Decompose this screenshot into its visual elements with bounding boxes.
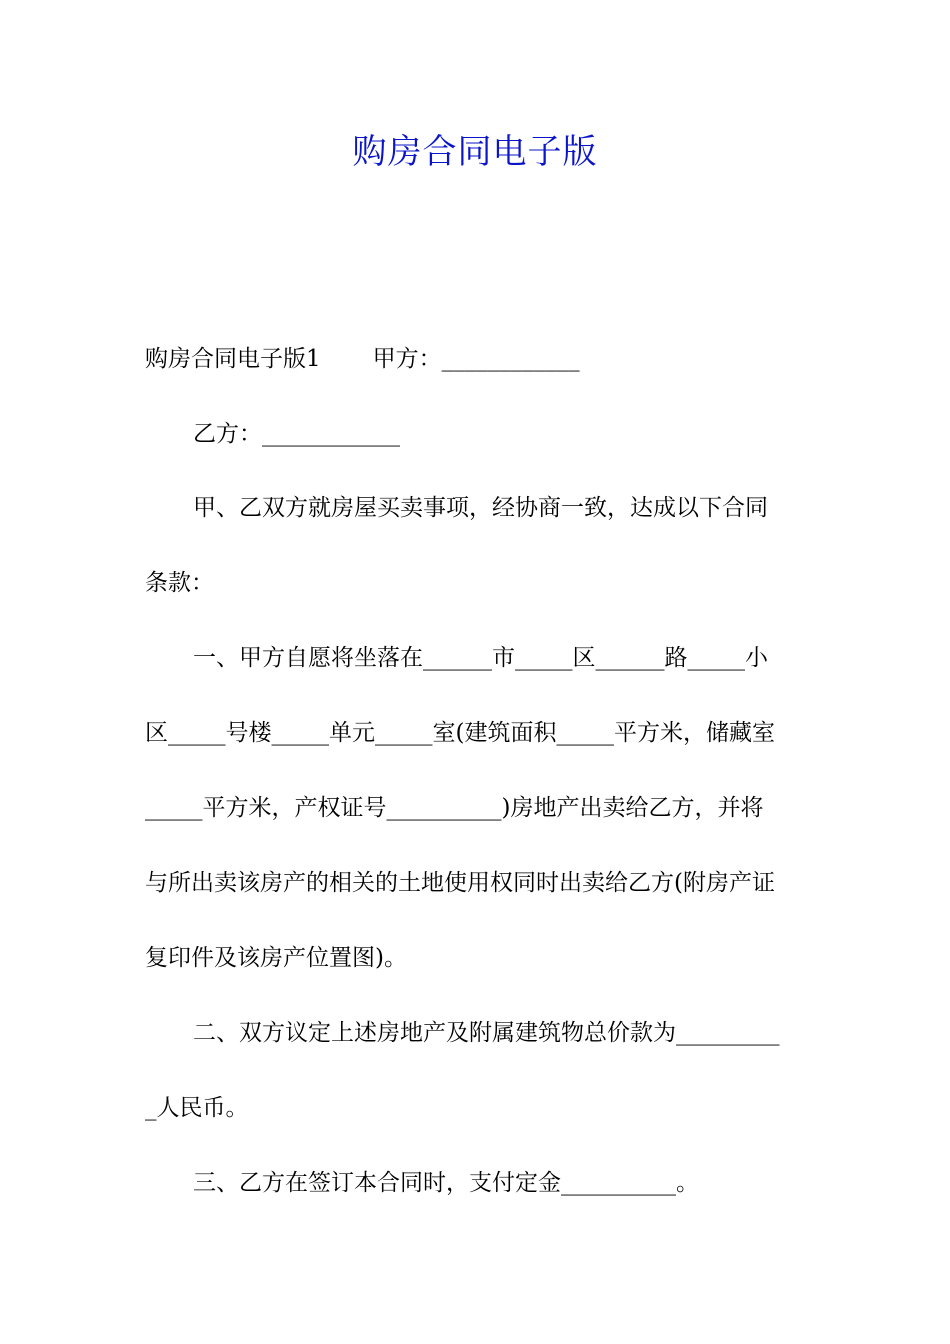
clause-1-line-1: 一、甲方自愿将坐落在______市_____区______路_____小: [193, 645, 768, 671]
party-b-field: 乙方：____________: [193, 421, 400, 447]
document-title: 购房合同电子版: [352, 132, 598, 172]
clause-1-line-3: _____平方米，产权证号__________)房地产出卖给乙方，并将: [145, 795, 764, 821]
clause-2-line-2: _人民币。: [145, 1095, 249, 1121]
party-a-field: 甲方：____________: [372, 346, 580, 372]
contract-heading-line: [145, 341, 815, 377]
intro-paragraph-line-1: 甲、乙双方就房屋买卖事项，经协商一致，达成以下合同: [193, 495, 768, 521]
clause-1-line-4: 与所出卖该房产的相关的土地使用权同时出卖给乙方(附房产证: [145, 870, 775, 896]
intro-paragraph-line-2: 条款：: [145, 570, 214, 596]
clause-2-line-1: 二、双方议定上述房地产及附属建筑物总价款为_________: [193, 1020, 780, 1046]
contract-heading: 购房合同电子版1: [145, 346, 321, 372]
clause-1-line-2: 区_____号楼_____单元_____室(建筑面积_____平方米，储藏室: [145, 720, 775, 746]
clause-1-line-5: 复印件及该房产位置图)。: [145, 945, 407, 971]
clause-3-line-1: 三、乙方在签订本合同时，支付定金__________。: [193, 1170, 699, 1196]
